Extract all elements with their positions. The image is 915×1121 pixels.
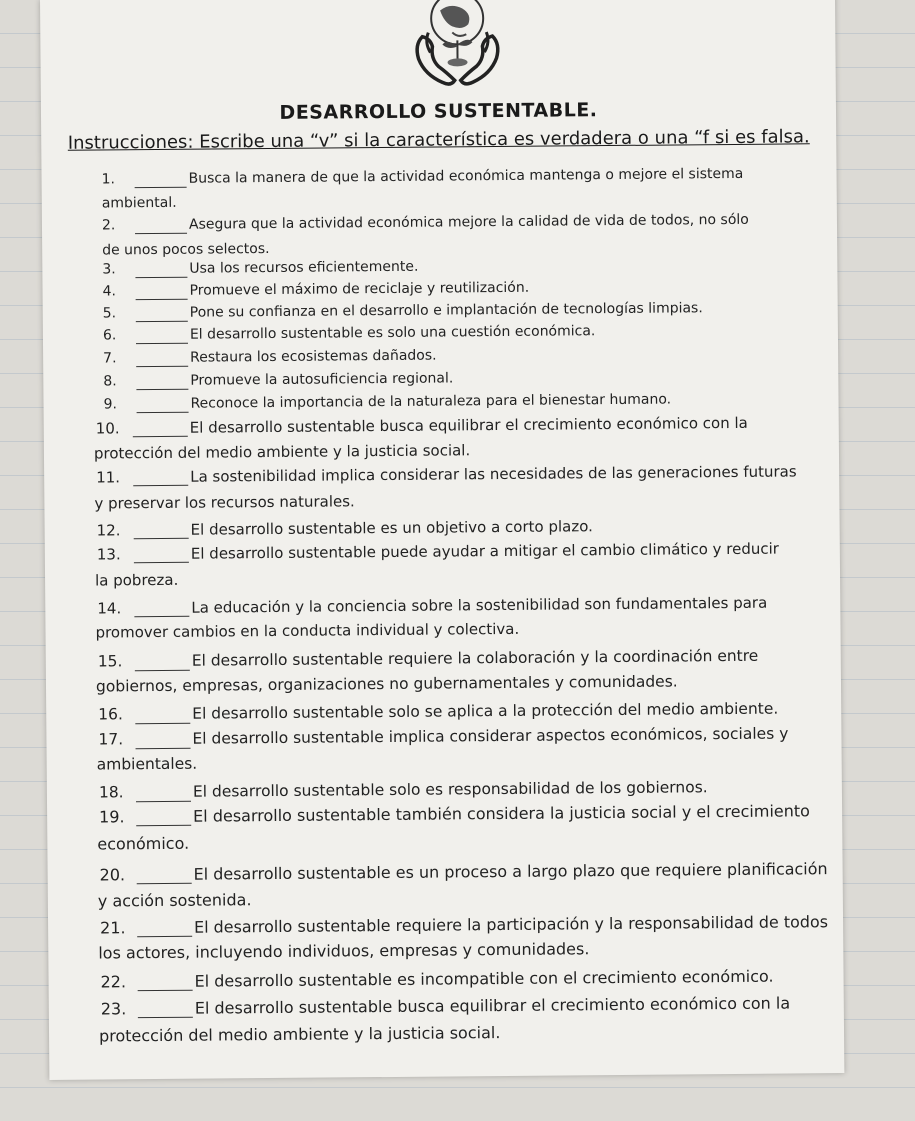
- worksheet-paper: [40, 0, 844, 1080]
- answer-blank[interactable]: [134, 538, 189, 539]
- question-number: 5.: [102, 305, 117, 322]
- answer-blank[interactable]: [136, 825, 191, 826]
- question-text-continued: económico.: [97, 833, 190, 854]
- question-number: 8.: [103, 373, 117, 390]
- question-number: 9.: [103, 396, 117, 413]
- answer-blank[interactable]: [136, 321, 188, 322]
- question-number: 15.: [97, 652, 123, 671]
- question-number: 2.: [101, 217, 116, 234]
- question-text: El desarrollo sustentable busca equilibrar el crecimiento económico con la: [189, 413, 748, 437]
- answer-blank[interactable]: [133, 436, 188, 437]
- question-text: El desarrollo sustentable es un proceso a largo plazo que requiere planificación: [193, 859, 828, 884]
- question-text-continued: y preservar los recursos naturales.: [94, 492, 355, 513]
- question-text: Pone su confianza en el desarrollo e implantación de tecnologías limpias.: [189, 300, 703, 321]
- question-text-continued: de unos pocos selectos.: [102, 241, 270, 259]
- question-text: Promueve la autosuficiencia regional.: [190, 370, 454, 389]
- question-text: El desarrollo sustentable requiere la participación y la responsabilidad de todos: [194, 912, 829, 937]
- answer-blank[interactable]: [136, 389, 188, 390]
- question-text: Reconoce la importancia de la naturaleza para el bienestar humano.: [190, 391, 672, 412]
- question-number: 13.: [96, 545, 121, 564]
- answer-blank[interactable]: [137, 412, 189, 413]
- instructions-text: Instrucciones: Escribe una “v” si la característica es verdadera o una “f si es falsa.: [67, 126, 810, 154]
- question-text-continued: protección del medio ambiente y la justicia social.: [98, 1023, 501, 1046]
- answer-blank[interactable]: [138, 990, 193, 991]
- question-number: 17.: [98, 730, 124, 749]
- question-text-continued: promover cambios en la conducta individual y colectiva.: [95, 619, 520, 642]
- answer-blank[interactable]: [138, 1017, 193, 1018]
- question-number: 12.: [96, 521, 121, 540]
- question-number: 1.: [101, 171, 115, 188]
- question-text: El desarrollo sustentable requiere la colaboración y la coordinación entre: [191, 646, 759, 670]
- question-number: 21.: [100, 918, 126, 938]
- question-text: El desarrollo sustentable es un objetivo a corto plazo.: [190, 517, 593, 539]
- question-number: 20.: [99, 865, 126, 885]
- question-number: 19.: [99, 807, 125, 827]
- question-text: Usa los recursos eficientemente.: [189, 258, 419, 277]
- question-text: La educación y la conciencia sobre la sostenibilidad son fundamentales para: [191, 593, 768, 617]
- question-list: [40, 0, 844, 1080]
- answer-blank[interactable]: [134, 562, 189, 563]
- answer-blank[interactable]: [135, 669, 190, 670]
- question-number: 11.: [96, 468, 121, 487]
- question-number: 16.: [98, 705, 123, 724]
- answer-blank[interactable]: [136, 299, 188, 300]
- answer-blank[interactable]: [135, 233, 187, 234]
- question-text-continued: gobiernos, empresas, organizaciones no gubernamentales y comunidades.: [95, 672, 678, 696]
- answer-blank[interactable]: [136, 366, 188, 367]
- question-text: El desarrollo sustentable también considera la justicia social y el crecimiento: [193, 801, 810, 826]
- answer-blank[interactable]: [137, 936, 192, 937]
- answer-blank[interactable]: [137, 883, 192, 884]
- question-text-continued: ambiental.: [101, 194, 177, 212]
- question-text: El desarrollo sustentable solo se aplica a la protección del medio ambiente.: [192, 699, 779, 723]
- question-text: Promueve el máximo de reciclaje y reutilización.: [189, 279, 530, 299]
- question-number: 6.: [102, 327, 117, 344]
- question-text-continued: la pobreza.: [94, 570, 179, 590]
- question-number: 14.: [97, 599, 122, 618]
- question-number: 10.: [95, 419, 120, 438]
- question-number: 3.: [102, 261, 116, 278]
- answer-blank[interactable]: [136, 747, 191, 748]
- question-text-continued: ambientales.: [96, 754, 198, 774]
- question-number: 23.: [100, 999, 127, 1019]
- question-number: 4.: [102, 283, 116, 300]
- question-number: 18.: [98, 783, 124, 802]
- question-text-continued: los actores, incluyendo individuos, empresas y comunidades.: [98, 939, 590, 963]
- answer-blank[interactable]: [135, 722, 190, 723]
- answer-blank[interactable]: [136, 800, 191, 801]
- question-text: El desarrollo sustentable solo es responsabilidad de los gobiernos.: [192, 778, 708, 801]
- question-text: El desarrollo sustentable puede ayudar a mitigar el cambio climático y reducir: [190, 539, 780, 563]
- question-text: El desarrollo sustentable es incompatible con el crecimiento económico.: [194, 966, 774, 991]
- worksheet-title: DESARROLLO SUSTENTABLE.: [279, 99, 598, 124]
- question-text: La sostenibilidad implica considerar las necesidades de las generaciones futuras: [190, 462, 797, 486]
- question-text: El desarrollo sustentable busca equilibrar el crecimiento económico con la: [194, 993, 791, 1018]
- answer-blank[interactable]: [133, 485, 188, 486]
- answer-blank[interactable]: [135, 277, 187, 278]
- question-text-continued: protección del medio ambiente y la justicia social.: [93, 441, 471, 463]
- answer-blank[interactable]: [136, 343, 188, 344]
- question-number: 7.: [103, 350, 117, 367]
- question-text: El desarrollo sustentable es solo una cuestión económica.: [189, 323, 596, 343]
- question-text: El desarrollo sustentable implica considerar aspectos económicos, sociales y: [192, 724, 789, 748]
- answer-blank[interactable]: [135, 187, 187, 188]
- question-number: 22.: [100, 972, 127, 992]
- question-text-continued: y acción sostenida.: [97, 890, 252, 911]
- question-text: Busca la manera de que la actividad económica mantenga o mejore el sistema: [188, 165, 744, 187]
- question-text: Asegura que la actividad económica mejore la calidad de vida de todos, no sólo: [188, 211, 749, 233]
- answer-blank[interactable]: [134, 616, 189, 617]
- question-text: Restaura los ecosistemas dañados.: [190, 347, 437, 366]
